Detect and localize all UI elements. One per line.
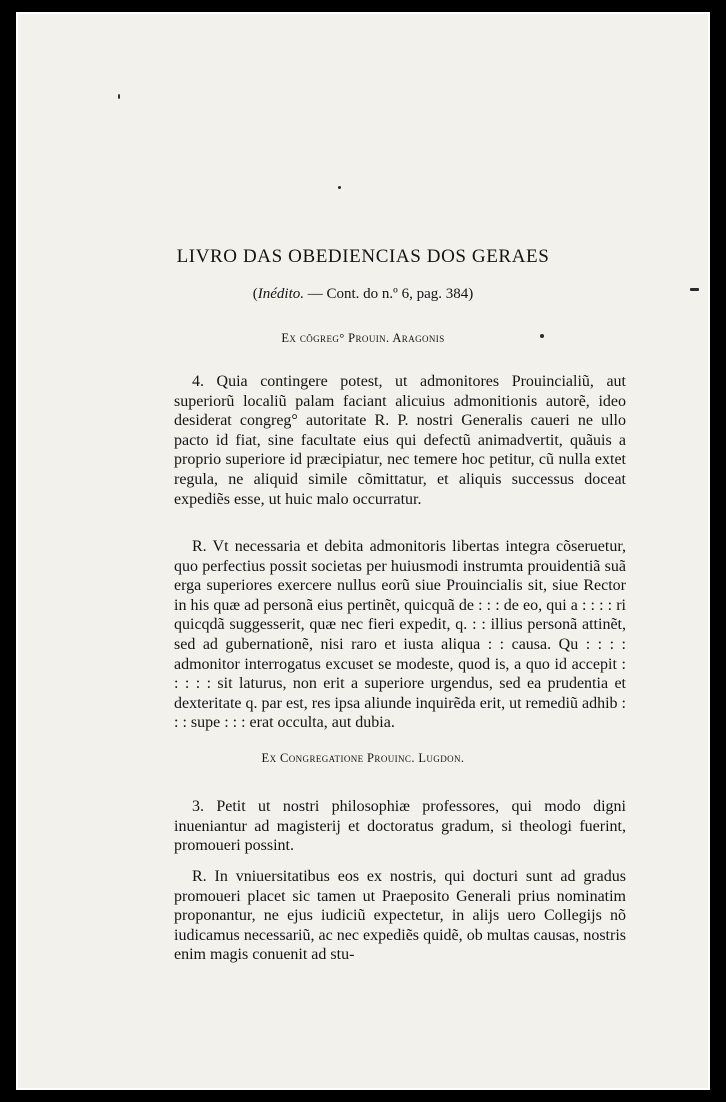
scan-speck <box>690 288 699 291</box>
section-heading-aragonis: Ex cõgreg° Prouin. Aragonis <box>281 331 445 345</box>
subtitle-italic: Inédito. <box>257 286 304 302</box>
scan-speck <box>118 94 120 99</box>
page-title: LIVRO DAS OBEDIENCIAS DOS GERAES <box>176 246 550 267</box>
paragraph-3-response: R. In vniuersitatibus eos ex nostris, qui docturi sunt ad gradus promoueri placet sic tamen ut Praeposito Generali prius nominatim proponantur, ne ejus iudiciũ expectetur, in alijs uero Collegijs nõ iudicamus necessariũ, ac nec expediẽs quidẽ, ob multas causas, nostris enim magis conuenit ad stu- <box>174 868 626 964</box>
document-page <box>16 12 710 1090</box>
section-heading-lugdon: Ex Congregatione Prouinc. Lugdon. <box>261 751 465 765</box>
paragraph-3-question: 3. Petit ut nostri philosophiæ professores, qui modo digni inueniantur ad magisterij et doctoratus gradum, si theologi fuerint, promoueri possint. <box>174 798 626 855</box>
paragraph-4-response: R. Vt necessaria et debita admonitoris libertas integra cõseruetur, quo perfectius possit societas per huiusmodi instrumta prouidentiã suã erga superiores exercere nullus eorũ siue Prouincialis sit, siue Rector in his quæ ad personã eius pertinẽt, quicquã de : : : de eo, qui a : : : : ri quicqdã suggesserit, quæ nec fieri expedit, q. : : illius personã attinẽt, sed ad gubernationẽ, nisi raro et iusta aliqua : : causa. Qu : : : : admonitor interrogatus excuset se modeste, quod is, a quo id accepit : : : : : sit laturus, non erit a superiore urgendus, sed ea prudentia et dexteritate q. par est, res ipsa aliunde inquirẽda erit, ut remediũ adhib : : : supe : : : erat occulta, aut dubia. <box>174 538 626 732</box>
subtitle-open-paren: ( <box>252 286 258 302</box>
scan-speck <box>338 186 341 189</box>
page-subtitle <box>18 286 708 303</box>
scan-speck <box>540 334 544 338</box>
paragraph-4-question: 4. Quia contingere potest, ut admonitores Prouincialiũ, aut superiorũ localiũ palam faciant alicuius admonitionis autorẽ, ideo desiderat congreg° autoritate R. P. nostri Generalis caueri ne ullo pacto id fiat, sine facultate eius qui defectũ animadvertit, quãuis a proprio superiore id præcipiatur, nec temere hoc petitur, cũ nulla extet regula, ne aliquid simile cõmittatur, et aliquis successus doceat expediẽs esse, ut huic malo occurratur. <box>174 373 626 508</box>
subtitle-rest: — Cont. do n.º 6, pag. 384) <box>304 286 474 302</box>
